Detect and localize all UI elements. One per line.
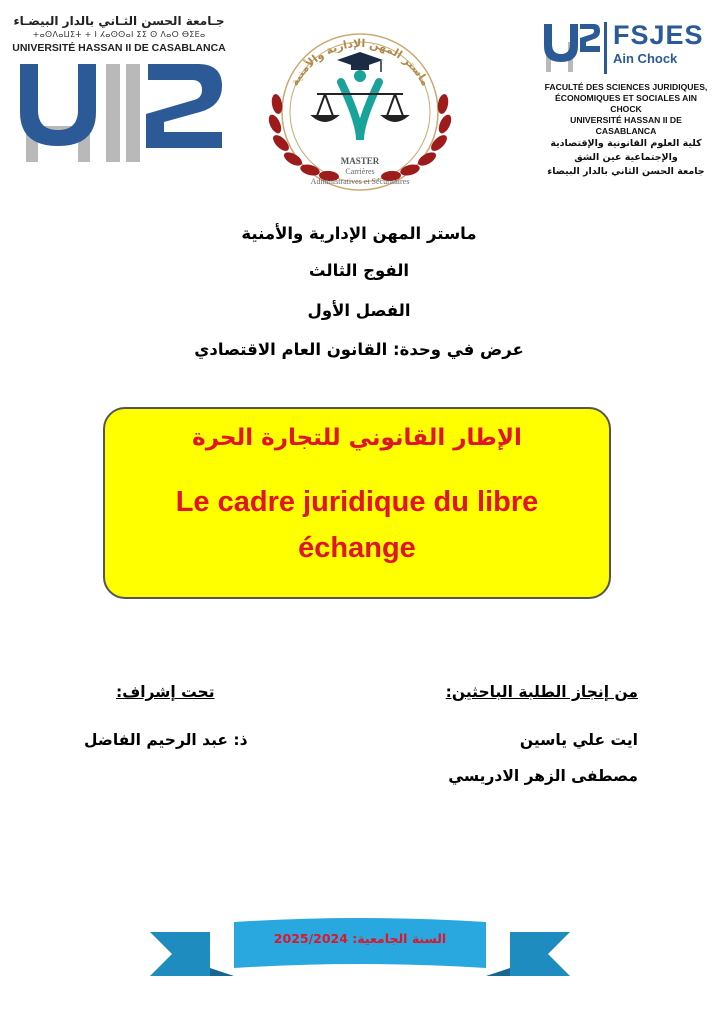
faculty-french-line: UNIVERSITÉ HASSAN II DE CASABLANCA bbox=[570, 115, 682, 136]
uh2-logo-mark bbox=[8, 54, 230, 164]
master-logo bbox=[255, 12, 465, 192]
laurel-right-icon bbox=[381, 93, 454, 182]
program-cohort: الفوج الثالث bbox=[308, 261, 410, 280]
program-module: عرض في وحدة: القانون العام الاقتصادي bbox=[194, 340, 524, 359]
topic-title-arabic: الإطار القانوني للتجارة الحرة bbox=[192, 425, 522, 451]
student-name: مصطفى الزهر الادريسي bbox=[448, 767, 638, 785]
supervisor-label: تحت إشراف: bbox=[116, 683, 215, 701]
university-arabic-name: جـامعة الحسن الثـاني بالدار البيضـاء bbox=[13, 14, 225, 28]
faculty-arabic-line: جامعة الحسن الثاني بالدار البيضاء bbox=[547, 166, 705, 177]
faculty-uh2-mark-icon bbox=[540, 20, 602, 76]
university-french-name: UNIVERSITÉ HASSAN II DE CASABLANCA bbox=[12, 42, 226, 54]
master-line2: Administratives et Sécuritaires bbox=[310, 177, 410, 186]
university-tifinagh-name: +ⴰⵙⴷⴰⵡⵉⵜ + ⵏ ⵃⴰⵙⵙⴰⵏ ⵉⵉ ⵙ ⴷⴰⵔ ⴱⵉⴹⴰ bbox=[32, 30, 206, 39]
faculty-logo bbox=[540, 20, 712, 180]
faculty-campus: Ain Chock bbox=[613, 51, 678, 66]
faculty-french-line: ÉCONOMIQUES ET SOCIALES AIN CHOCK bbox=[555, 93, 697, 114]
faculty-arabic-line: والإجتماعية عين الشق bbox=[574, 152, 678, 163]
master-arc-text: ماستر المهن الإدارية والأمنية bbox=[287, 36, 433, 89]
topic-title-french: Le cadre juridique du libre échange bbox=[175, 486, 539, 564]
supervisor-name: ذ: عبد الرحيم الفاضل bbox=[84, 731, 248, 749]
faculty-arabic-line: كلية العلوم القانونية والإقتصادية bbox=[550, 138, 702, 149]
program-semester: الفصل الأول bbox=[307, 301, 411, 320]
students-label: من إنجاز الطلبة الباحثين: bbox=[445, 683, 638, 701]
academic-year: السنة الجامعية: 2025/2024 bbox=[273, 931, 447, 946]
graduate-figure-icon bbox=[337, 52, 383, 140]
master-line1: Carrières bbox=[345, 167, 375, 176]
topic-title-box bbox=[103, 407, 611, 599]
faculty-french-line: FACULTÉ DES SCIENCES JURIDIQUES, bbox=[544, 82, 708, 92]
scales-of-justice-icon bbox=[313, 94, 407, 121]
academic-year-ribbon bbox=[150, 912, 570, 982]
faculty-acronym: FSJES bbox=[613, 20, 704, 50]
program-title: ماستر المهن الإدارية والأمنية bbox=[241, 224, 477, 243]
master-label: MASTER bbox=[340, 156, 380, 166]
laurel-left-icon bbox=[266, 93, 339, 182]
student-name: ايت علي ياسين bbox=[519, 731, 638, 749]
university-logo bbox=[8, 14, 230, 184]
